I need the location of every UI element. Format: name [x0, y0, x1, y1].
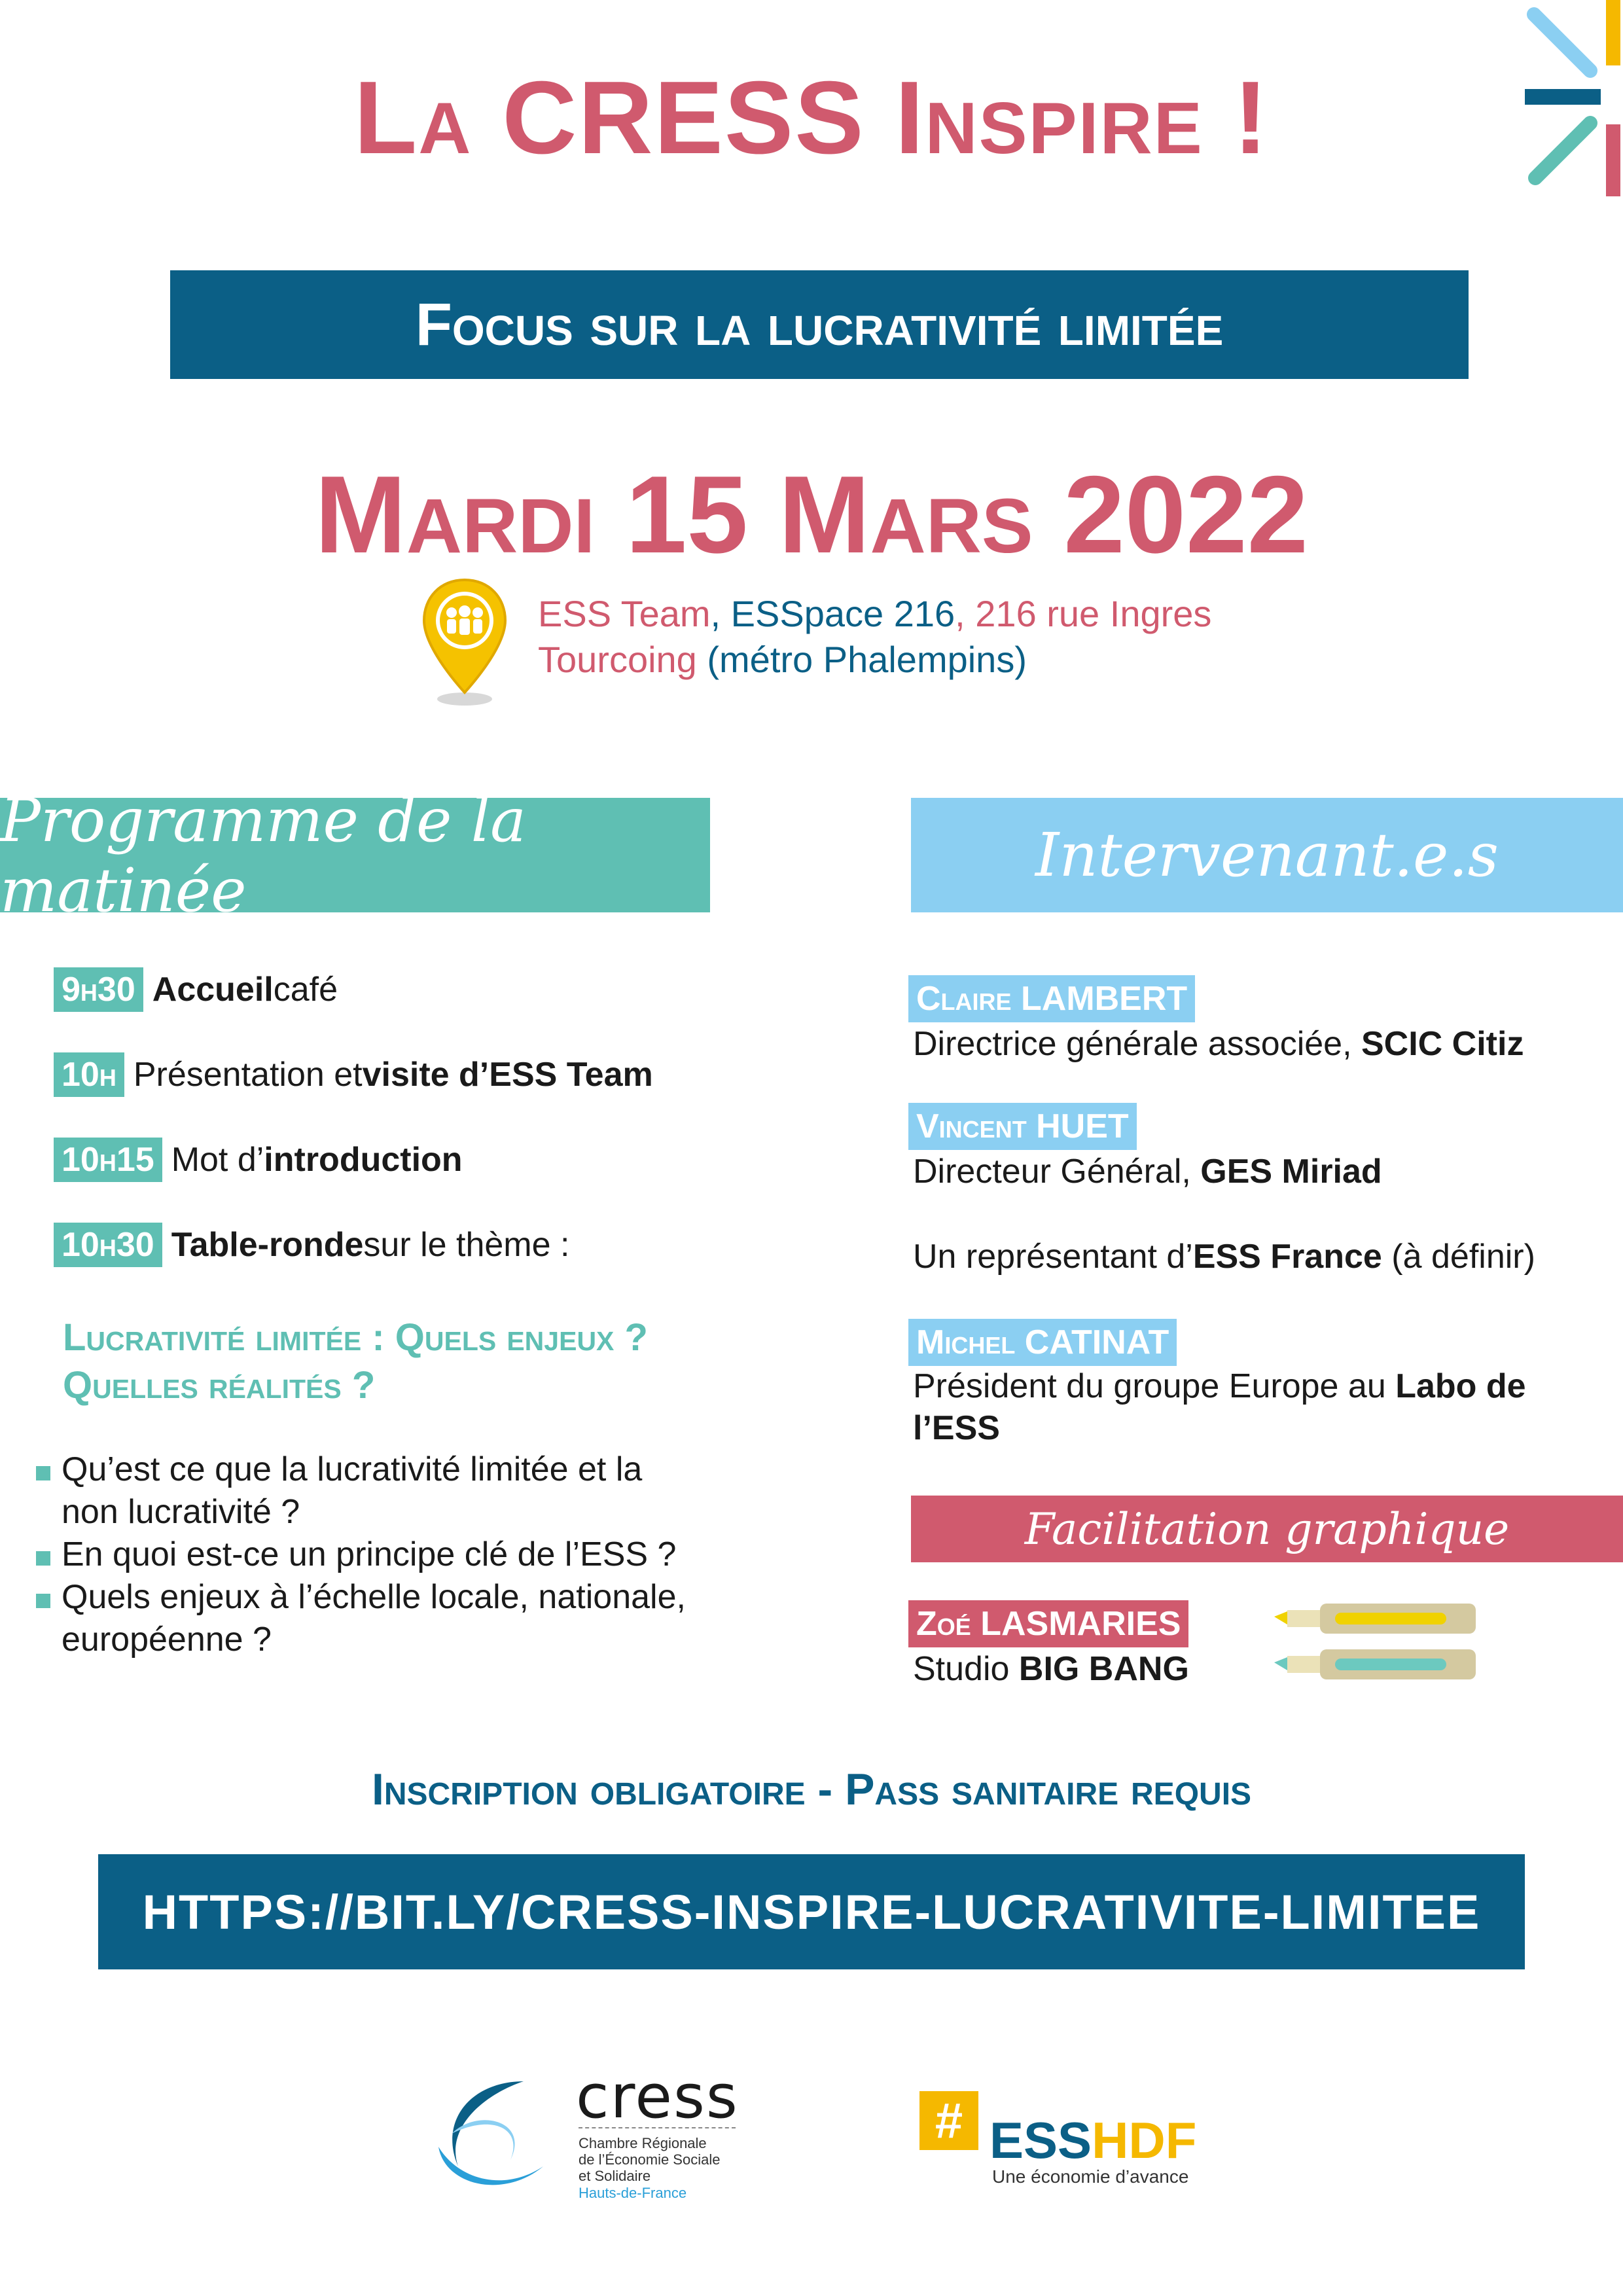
speaker-role [913, 1152, 1382, 1191]
esshdf-logo-name [990, 2111, 1196, 2170]
bullet-icon [36, 1551, 50, 1566]
location-pin-icon [419, 576, 510, 707]
theme-title-line-2: Quelles réalités ? [63, 1364, 376, 1407]
item-bold: visite d’ESS Team [362, 1056, 653, 1094]
studio-prefix: Studio [913, 1650, 1019, 1688]
esshdf-name-hdf: HDF [1092, 2111, 1197, 2169]
item-text: Présentation et [133, 1056, 363, 1094]
role-org: SCIC Citiz [1361, 1025, 1524, 1063]
rep-note: (à définir) [1382, 1238, 1535, 1276]
location-city: Tourcoing [538, 639, 697, 680]
registration-notice: Inscription obligatoire - Pass sanitaire requis [371, 1765, 1252, 1814]
speaker-name-badge: Vincent HUET [908, 1103, 1137, 1150]
event-date: Mardi 15 Mars 2022 [314, 453, 1309, 576]
programme-item [54, 1223, 569, 1267]
question-line: européenne ? [62, 1621, 272, 1659]
programme-item [54, 1138, 463, 1182]
esshdf-tagline: Une économie d’avance [992, 2166, 1189, 2187]
item-text: café [273, 971, 338, 1009]
role-text: Directrice générale associée, [913, 1025, 1361, 1063]
item-text: Mot d’ [171, 1141, 264, 1179]
representative-line [913, 1237, 1535, 1276]
role-org: Labo de [1395, 1367, 1526, 1405]
item-bold: introduction [264, 1141, 463, 1179]
cress-subtitle: et Solidaire [579, 2168, 651, 2184]
time-badge: 9h30 [54, 967, 143, 1012]
question-line: En quoi est-ce un principe clé de l’ESS ? [62, 1535, 677, 1573]
bullet-icon [36, 1466, 50, 1480]
theme-title-line-1: Lucrativité limitée : Quels enjeux ? [63, 1316, 648, 1359]
cress-logo-icon [432, 2068, 563, 2199]
esshdf-hash-icon: # [919, 2091, 978, 2150]
location-space: , ESSpace 216 [710, 593, 955, 634]
location-metro: (métro Phalempins) [696, 639, 1027, 680]
speaker-name-badge: Michel CATINAT [908, 1319, 1177, 1366]
esshdf-name-ess: ESS [990, 2111, 1092, 2169]
registration-link[interactable]: HTTPS://BIT.LY/CRESS-INSPIRE-LUCRATIVITE-LIMITEE [98, 1854, 1525, 1969]
cress-subtitle: de l’Économie Sociale [579, 2151, 721, 2168]
speaker-role [913, 1024, 1524, 1064]
programme-item [54, 1052, 653, 1097]
studio-name: BIG BANG [1018, 1650, 1189, 1688]
bullet-icon [36, 1594, 50, 1608]
rep-org: ESS France [1192, 1238, 1382, 1276]
speaker-name-badge: Claire LAMBERT [908, 975, 1195, 1022]
item-text: sur le thème : [363, 1226, 570, 1264]
facilitator-name-badge: Zoé LASMARIES [908, 1600, 1188, 1647]
role-text: Directeur Général, [913, 1153, 1201, 1191]
programme-item [54, 967, 338, 1012]
speakers-heading: Intervenant.e.s [911, 798, 1623, 912]
location-address: , 216 rue Ingres [955, 593, 1212, 634]
location-line-1 [538, 592, 1211, 635]
role-org: GES Miriad [1200, 1153, 1382, 1191]
speaker-role-continued: l’ESS [913, 1409, 1000, 1447]
rep-text: Un représentant d’ [913, 1238, 1193, 1276]
item-bold: Table-ronde [171, 1226, 364, 1264]
page-title: La CRESS Inspire ! [353, 60, 1270, 175]
cress-region: Hauts-de-France [579, 2185, 687, 2201]
cress-subtitle: Chambre Régionale [579, 2135, 707, 2151]
question-line: Qu’est ce que la lucrativité limitée et la [62, 1450, 643, 1488]
facilitation-heading: Facilitation graphique [911, 1496, 1623, 1562]
facilitator-studio [913, 1649, 1189, 1689]
question-line: Quels enjeux à l’échelle locale, nationale, [62, 1578, 686, 1616]
time-badge: 10h15 [54, 1138, 162, 1182]
highlighter-markers-icon [1273, 1597, 1482, 1692]
time-badge: 10h [54, 1052, 124, 1097]
question-line: non lucrativité ? [62, 1493, 300, 1531]
cress-logo-name: cress [576, 2062, 739, 2132]
programme-heading: Programme de la matinée [0, 798, 710, 912]
speaker-role [913, 1367, 1526, 1406]
cress-divider [579, 2127, 736, 2128]
time-badge: 10h30 [54, 1223, 162, 1267]
location-line-2 [538, 638, 1027, 681]
focus-banner: Focus sur la lucrativité limitée [170, 270, 1469, 379]
location-venue: ESS Team [538, 593, 711, 634]
role-text: Président du groupe Europe au [913, 1367, 1396, 1405]
item-bold: Accueil [152, 971, 274, 1009]
